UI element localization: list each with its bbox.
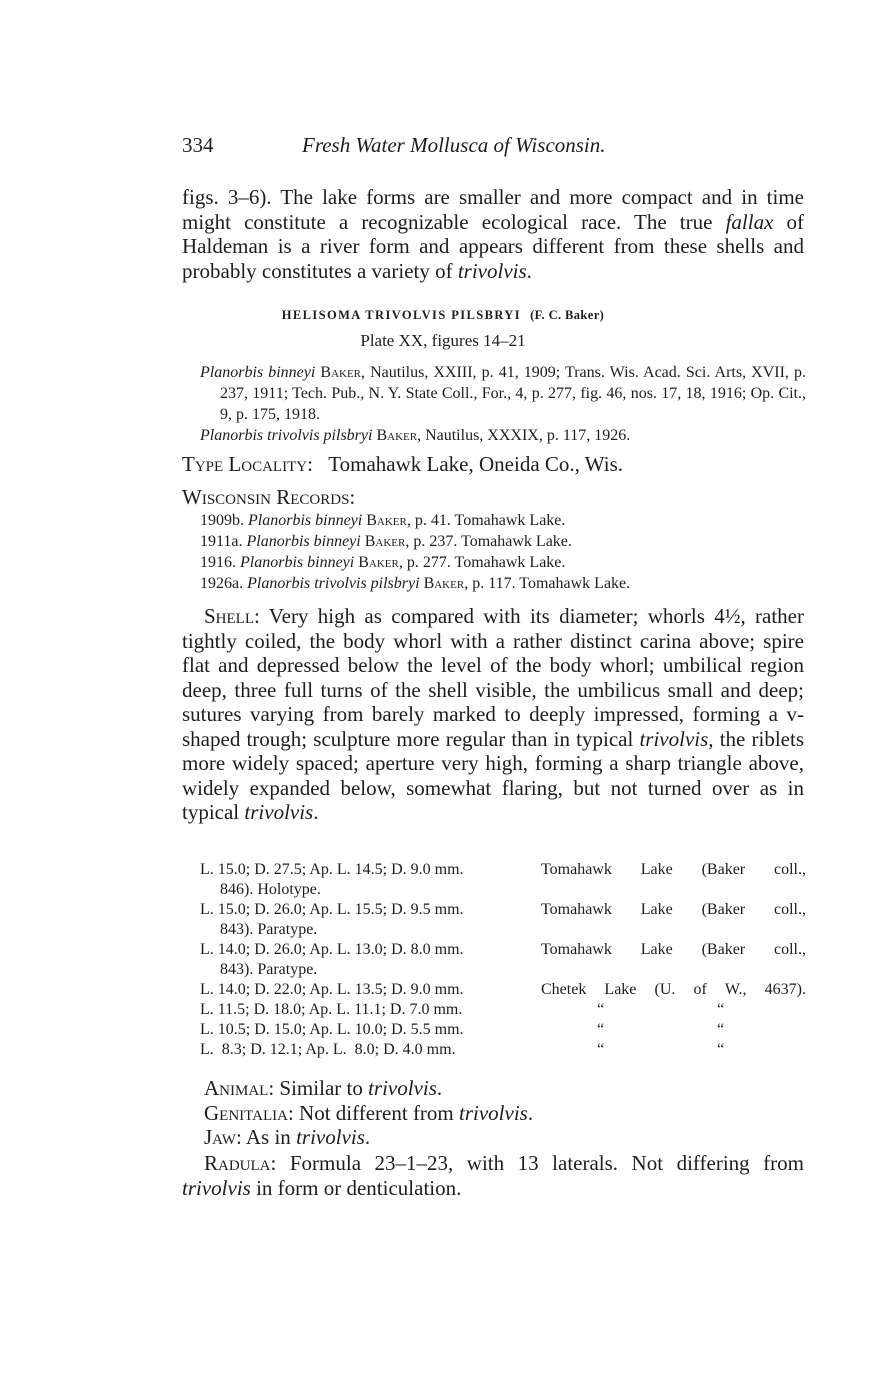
table-row: L. 11.5; D. 18.0; Ap. L. 11.1; D. 7.0 mm. “ “ — [200, 1001, 725, 1018]
anatomy-jaw: Jaw: As in trivolvis. — [204, 1125, 371, 1149]
synonymy-entry: Planorbis binneyi Baker, Nautilus, XXIII, p. 41, 1909; Trans. Wis. Acad. Sci. Arts, XVII, p. 237, 1911; Tech. Pub., N. Y. State Coll., For., 4, p. 277, fig. 46, nos. 17, 18, 1916; Op. Cit., 9, p. 175, 1918. — [200, 364, 807, 423]
record-item: 1926a. Planorbis trivolvis pilsbryi Baker, p. 117. Tomahawk Lake. — [200, 575, 631, 592]
table-row-continuation: 843). Paratype. — [220, 921, 318, 938]
table-row: L. 15.0; D. 26.0; Ap. L. 15.5; D. 9.5 mm. Tomahawk Lake (Baker coll., — [200, 901, 806, 918]
table-row-continuation: 843). Paratype. — [220, 961, 318, 978]
running-title: Fresh Water Mollusca of Wisconsin. — [302, 133, 606, 157]
table-row: L. 14.0; D. 22.0; Ap. L. 13.5; D. 9.0 mm. Chetek Lake (U. of W., 4637). — [200, 981, 806, 998]
record-item: 1911a. Planorbis binneyi Baker, p. 237. Tomahawk Lake. — [200, 533, 572, 550]
records-heading: Wisconsin Records: — [182, 485, 356, 509]
anatomy-notes — [204, 1076, 533, 1150]
species-heading: HELISOMA TRIVOLVIS PILSBRYI (F. C. Baker) — [281, 308, 605, 322]
measurements-table — [200, 860, 806, 1060]
table-row: L. 10.5; D. 15.0; Ap. L. 10.0; D. 5.5 mm. “ “ — [200, 1021, 725, 1038]
anatomy-animal: Animal: Similar to trivolvis. — [204, 1076, 443, 1100]
record-item: 1909b. Planorbis binneyi Baker, p. 41. Tomahawk Lake. — [200, 512, 566, 529]
plate-reference: Plate XX, figures 14–21 — [360, 331, 526, 350]
synonymy-list — [200, 362, 806, 446]
table-row: L. 14.0; D. 26.0; Ap. L. 13.0; D. 8.0 mm. Tomahawk Lake (Baker coll., — [200, 941, 806, 958]
table-row: L. 15.0; D. 27.5; Ap. L. 14.5; D. 9.0 mm. Tomahawk Lake (Baker coll., — [200, 861, 806, 878]
table-row: L. 8.3; D. 12.1; Ap. L. 8.0; D. 4.0 mm. “ “ — [200, 1041, 725, 1058]
type-locality: Type Locality: Tomahawk Lake, Oneida Co., Wis. — [182, 452, 624, 476]
page-number: 334 — [182, 133, 214, 157]
shell-description: Shell: Very high as compared with its diameter; whorls 4½, rather tightly coiled, the body whorl with a rather distinct carina above; spire flat and depressed below the level of the body whorl; umbilical region deep, three full turns of the shell visible, the umbilicus small and deep; sutures varying from barely marked to deeply impressed, forming a v-shaped trough; sculpture more regular than in typical trivolvis, the riblets more widely spaced; aperture very high, forming a sharp triangle above, widely expanded below, somewhat flaring, but not turned over as in typical trivolvis. — [182, 604, 804, 824]
radula-paragraph: Radula: Formula 23–1–23, with 13 laterals. Not differing from trivolvis in form or denticulation. — [182, 1151, 804, 1200]
records-list — [200, 510, 806, 594]
synonymy-entry: Planorbis trivolvis pilsbryi Baker, Nautilus, XXXIX, p. 117, 1926. — [200, 427, 631, 444]
table-row-continuation: 846). Holotype. — [220, 881, 321, 898]
record-item: 1916. Planorbis binneyi Baker, p. 277. Tomahawk Lake. — [200, 554, 566, 571]
intro-paragraph: figs. 3–6). The lake forms are smaller and more compact and in time might constitute a recognizable ecological race. The true fallax of Haldeman is a river form and appears different from these shells and probably constitutes a variety of trivolvis. — [182, 185, 804, 283]
anatomy-genitalia: Genitalia: Not different from trivolvis. — [204, 1100, 534, 1125]
